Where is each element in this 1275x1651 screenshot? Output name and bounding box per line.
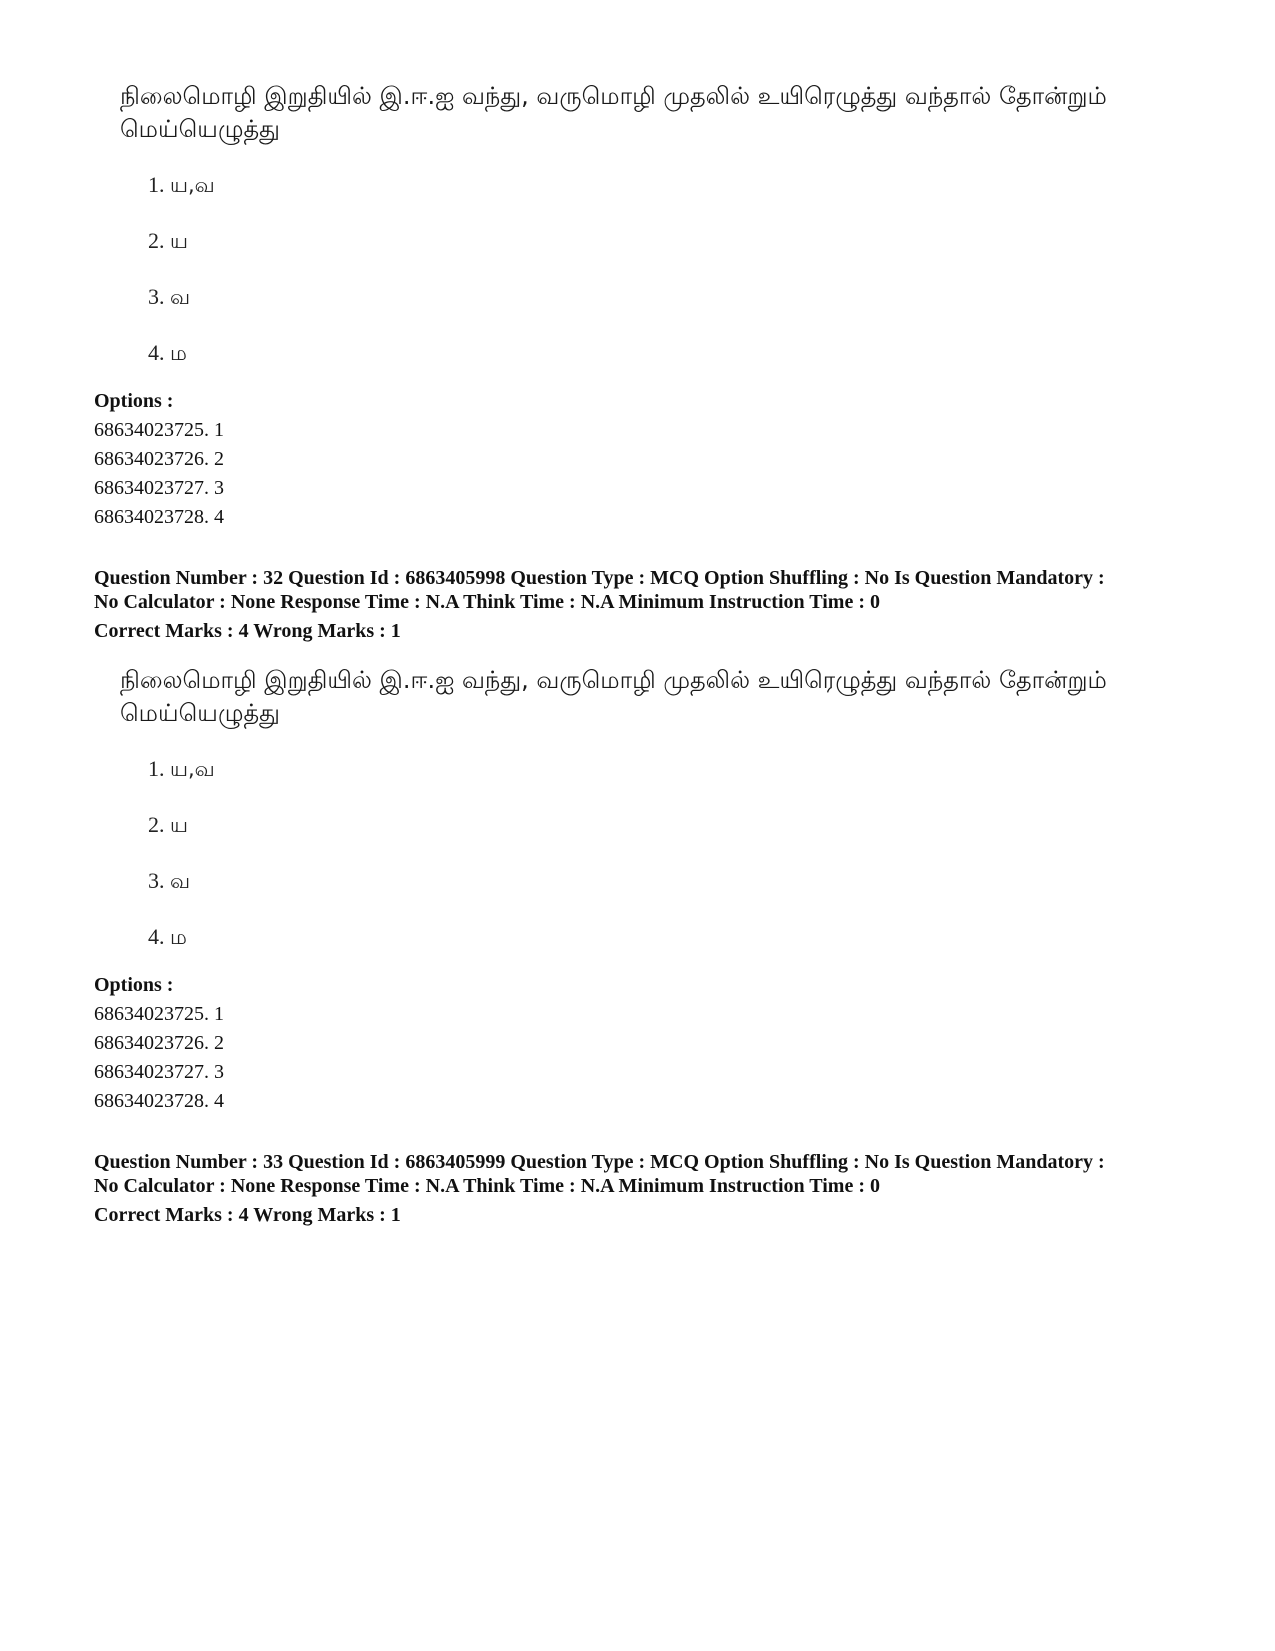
choice-item [148, 340, 187, 366]
choice-text: ய [170, 813, 189, 837]
question-meta-line: No Calculator : None Response Time : N.A Think Time : N.A Minimum Instruction Time : 0 [94, 1175, 880, 1197]
choice-item [148, 924, 187, 950]
choice-item [148, 228, 188, 254]
choice-number: 1. [148, 172, 165, 197]
choice-number: 3. [148, 868, 165, 893]
question-meta-line: Question Number : 32 Question Id : 6863405998 Question Type : MCQ Option Shuffling : No Is Question Mandatory : [94, 567, 1105, 589]
choice-item [148, 812, 188, 838]
choice-item [148, 284, 190, 310]
choice-text: ய,வ [170, 173, 215, 197]
option-row: 68634023725. 1 [94, 1003, 224, 1025]
options-label: Options : [94, 974, 174, 996]
question-text: நிலைமொழி இறுதியில் இ.ஈ.ஐ வந்து, வருமொழி முதலில் உயிரெழுத்து வந்தால் தோன்றும் மெய்யெழுத்து [120, 666, 1107, 727]
marks-line: Correct Marks : 4 Wrong Marks : 1 [94, 1204, 401, 1226]
choice-number: 1. [148, 756, 165, 781]
option-row: 68634023728. 4 [94, 506, 224, 528]
choice-text: ம [170, 925, 187, 949]
option-row: 68634023728. 4 [94, 1090, 224, 1112]
choice-number: 2. [148, 812, 165, 837]
choice-text: வ [170, 869, 191, 893]
choice-text: வ [170, 285, 191, 309]
question-meta-line: No Calculator : None Response Time : N.A Think Time : N.A Minimum Instruction Time : 0 [94, 591, 880, 613]
choice-number: 4. [148, 924, 165, 949]
choice-text: ய [170, 229, 189, 253]
choice-item [148, 172, 215, 198]
choice-text: ம [170, 341, 187, 365]
question-meta-line: Question Number : 33 Question Id : 6863405999 Question Type : MCQ Option Shuffling : No Is Question Mandatory : [94, 1151, 1105, 1173]
option-row: 68634023727. 3 [94, 477, 224, 499]
option-row: 68634023727. 3 [94, 1061, 224, 1083]
option-row: 68634023725. 1 [94, 419, 224, 441]
choice-text: ய,வ [170, 757, 215, 781]
option-row: 68634023726. 2 [94, 448, 224, 470]
choice-number: 2. [148, 228, 165, 253]
options-label: Options : [94, 390, 174, 412]
choice-item [148, 756, 215, 782]
choice-number: 4. [148, 340, 165, 365]
option-row: 68634023726. 2 [94, 1032, 224, 1054]
question-text: நிலைமொழி இறுதியில் இ.ஈ.ஐ வந்து, வருமொழி முதலில் உயிரெழுத்து வந்தால் தோன்றும் மெய்யெழுத்து [120, 82, 1107, 143]
choice-number: 3. [148, 284, 165, 309]
choice-item [148, 868, 190, 894]
marks-line: Correct Marks : 4 Wrong Marks : 1 [94, 620, 401, 642]
